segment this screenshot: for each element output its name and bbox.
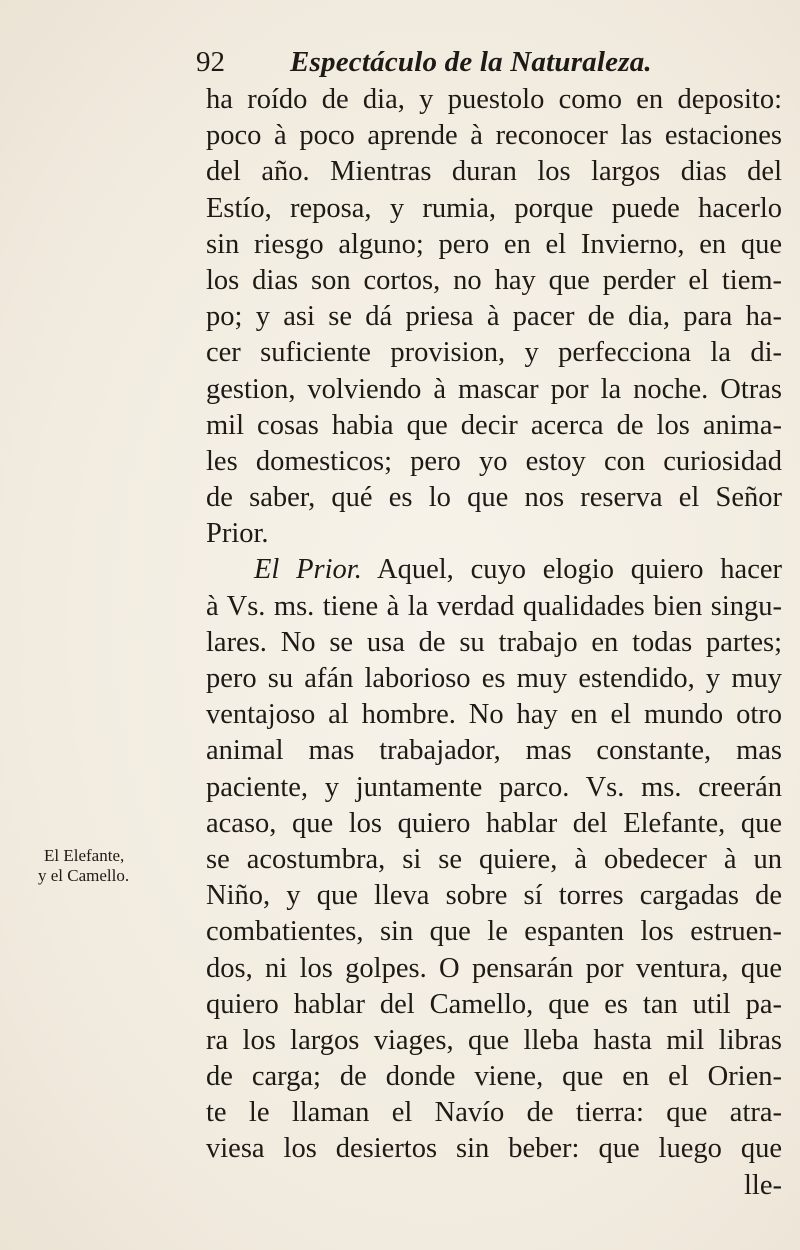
- text-line: Estío, reposa, y rumia, porque puede hacerlo: [206, 192, 782, 224]
- text-line: gestion, volviendo à mascar por la noche. Otras: [206, 373, 782, 405]
- text-line: dos, ni los golpes. O pensarán por ventura, que: [206, 952, 782, 984]
- text-line: ventajoso al hombre. No hay en el mundo otro: [206, 699, 782, 731]
- text-line: se acostumbra, si se quiere, à obedecer à un: [206, 843, 782, 875]
- text-line: à Vs. ms. tiene à la verdad qualidades bien singu-: [206, 590, 782, 622]
- text-line: [206, 552, 782, 588]
- text-line: les domesticos; pero yo estoy con curiosidad: [206, 445, 782, 477]
- text-line: ha roído de dia, y puestolo como en deposito:: [206, 84, 782, 115]
- text-line: viesa los desiertos sin beber: que luego que: [206, 1133, 782, 1165]
- page-header: [196, 42, 652, 82]
- text-line: mil cosas habia que decir acerca de los anima-: [206, 409, 782, 441]
- margin-note: [38, 846, 184, 886]
- text-line: sin riesgo alguno; pero en el Invierno, en que: [206, 228, 782, 260]
- text-line: cer suficiente provision, y perfecciona la di-: [206, 337, 782, 369]
- text-line: paciente, y juntamente parco. Vs. ms. creerán: [206, 771, 782, 803]
- text-line: lares. No se usa de su trabajo en todas partes;: [206, 626, 782, 658]
- speaker-name: El Prior.: [254, 554, 362, 586]
- margin-note-line: El Elefante,: [44, 846, 125, 865]
- text-line-content: Aquel, cuyo elogio quiero hacer: [377, 554, 782, 586]
- text-line: po; y asi se dá priesa à pacer de dia, para ha-: [206, 301, 782, 333]
- text-line: quiero hablar del Camello, que es tan util pa-: [206, 988, 782, 1020]
- body-text: [206, 82, 782, 1204]
- text-line: Prior.: [206, 518, 269, 550]
- margin-note-line: y el Camello.: [38, 866, 130, 885]
- catchword: lle-: [744, 1169, 782, 1201]
- page-number: 92: [196, 46, 225, 78]
- text-line: poco à poco aprende à reconocer las estaciones: [206, 120, 782, 152]
- text-line: de carga; de donde viene, que en el Orien-: [206, 1061, 782, 1093]
- text-line: te le llaman el Navío de tierra: que atra-: [206, 1097, 782, 1129]
- text-line: combatientes, sin que le espanten los estruen-: [206, 916, 782, 948]
- text-line: acaso, que los quiero hablar del Elefante, que: [206, 807, 782, 839]
- text-line: animal mas trabajador, mas constante, mas: [206, 735, 782, 767]
- running-title: Espectáculo de la Naturaleza.: [290, 46, 652, 78]
- text-line: Niño, y que lleva sobre sí torres cargadas de: [206, 880, 782, 912]
- text-line: de saber, qué es lo que nos reserva el Señor: [206, 482, 782, 514]
- text-line: pero su afán laborioso es muy estendido, y muy: [206, 663, 782, 694]
- text-line: del año. Mientras duran los largos dias del: [206, 156, 782, 188]
- text-line: los dias son cortos, no hay que perder el tiem-: [206, 264, 782, 296]
- text-line: ra los largos viages, que lleba hasta mil libras: [206, 1024, 782, 1056]
